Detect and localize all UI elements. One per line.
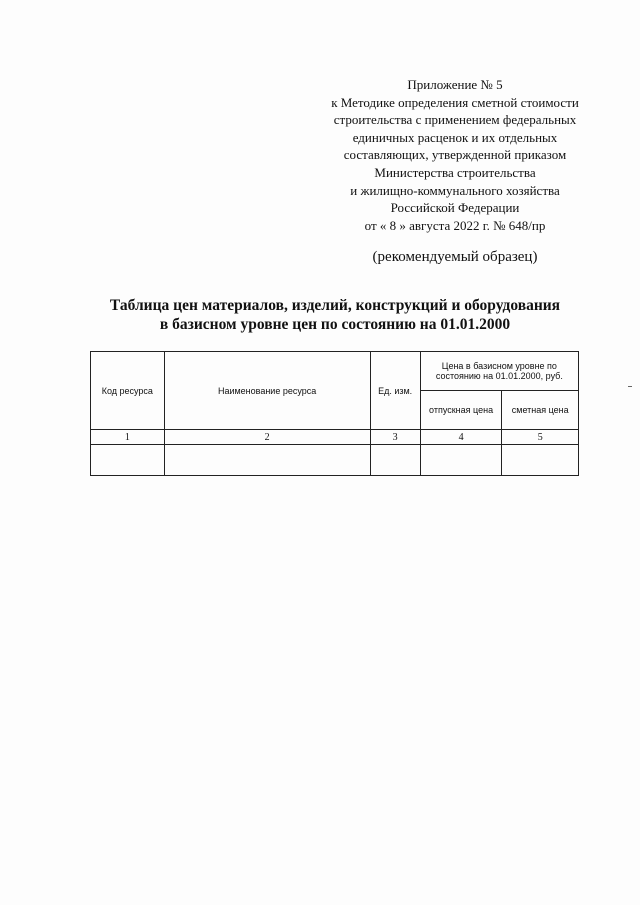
appendix-line: Министерства строительства [374,164,536,180]
column-number: 3 [370,430,420,445]
title-line-2: в базисном уровне цен по состоянию на 01.01.2000 [159,316,511,333]
column-number: 4 [420,430,502,445]
column-number: 1 [91,430,165,445]
table-cell [164,445,370,476]
table-row [91,445,579,476]
appendix-line: Приложение № 5 [407,77,503,92]
header-unit: Ед. изм. [370,352,420,430]
column-number-row [91,430,579,445]
document-title [60,296,610,334]
header-release-price: отпускная цена [420,391,502,430]
table-cell [91,445,165,476]
appendix-line: Российской Федерации [390,200,520,216]
header-resource-name: Наименование ресурса [164,352,370,430]
appendix-block [320,76,590,217]
title-line-1: Таблица цен материалов, изделий, конструкций и оборудования [109,297,561,314]
table-cell [502,445,579,476]
column-number: 5 [502,430,579,445]
order-date: от « 8 » августа 2022 г. № 648/пр [364,218,546,233]
scan-edge-mark [628,386,632,387]
header-estimate-price: сметная цена [502,391,579,430]
sample-note: (рекомендуемый образец) [372,249,538,265]
table-cell [420,445,502,476]
appendix-line: к Методике определения сметной стоимости [331,94,579,110]
column-number: 2 [164,430,370,445]
table-cell [370,445,420,476]
appendix-line: и жилищно-коммунального хозяйства [350,182,560,198]
appendix-line: составляющих, утвержденной приказом [343,147,567,163]
appendix-line: строительства с применением федеральных [333,112,577,128]
appendix-line: единичных расценок и их отдельных [352,129,558,145]
header-resource-code: Код ресурса [91,352,165,430]
header-price-group: Цена в базисном уровне по состоянию на 01.01.2000, руб. [420,352,578,391]
price-table [90,351,579,476]
